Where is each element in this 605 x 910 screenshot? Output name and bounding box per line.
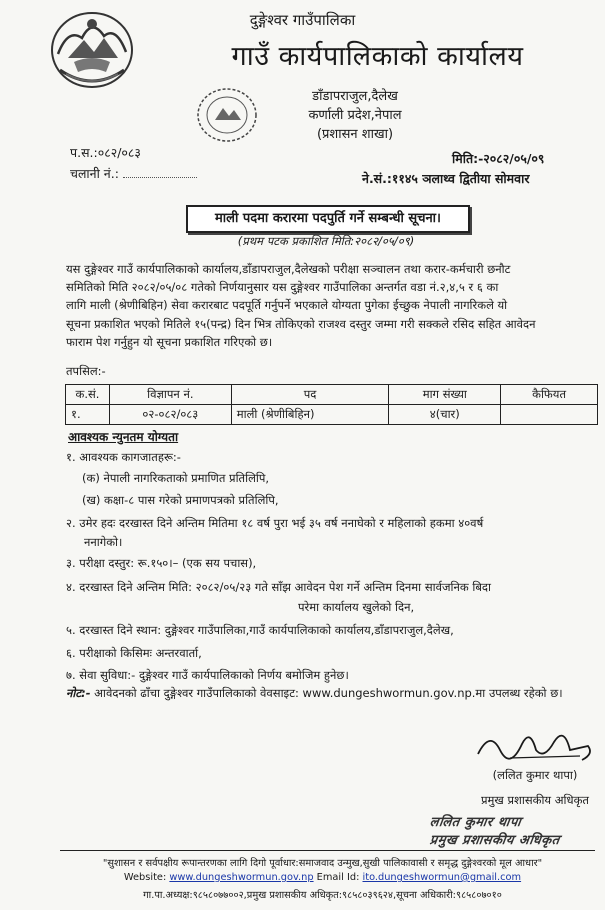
office-seal-icon: [196, 86, 258, 144]
address-line: डाँडापराजुल,दैलेख: [312, 89, 398, 104]
email-link[interactable]: ito.dungeshwormun@gmail.com: [362, 872, 522, 883]
body-line: लागि माली (श्रेणीबिहिन) सेवा करारबाट पदपूर्ति गर्नुपर्ने भएकाले योग्यता पुगेका ईच्छुक नेपाली नागरिकले यो: [66, 298, 508, 313]
cell-post: माली (श्रेणीबिहिन): [231, 405, 389, 425]
col-header-demand: माग संख्या: [389, 385, 501, 405]
requirement-item: ६. परीक्षाको किसिमः अन्तरवार्ता,: [66, 646, 202, 660]
body-line: यस दुङ्गेश्वर गाउँ कार्यपालिकाको कार्यालय,डाँडापराजुल,दैलेखको परीक्षा सञ्चालन तथा करार-कर्मचारी छनौट: [66, 262, 511, 276]
requirements-title: आवश्यक न्युनतम योग्यता: [68, 430, 179, 444]
email-label: Email Id:: [313, 872, 363, 883]
note-text: आवेदनको ढाँचा दुङ्गेश्वर गाउँपालिकाको वेवसाइट: www.dungeshwormun.gov.np.मा उपलब्ध रहेको छ।: [90, 686, 563, 700]
footer-contact: [40, 872, 605, 883]
stamp-title: प्रमुख प्रशासकीय अधिकृत: [428, 833, 561, 848]
footer-phones: गा.पा.अध्यक्ष:९८५८०७७००२,प्रमुख प्रशासकीय अधिकृत:९८५८०३९६२४,सूचना अधिकारी:९८५८०७०१०: [143, 890, 502, 901]
requirement-item: परेमा कार्यालय खुलेको दिन,: [298, 600, 415, 614]
requirement-item: २. उमेर हदः दरखास्त दिने अन्तिम मितिमा १८ वर्ष पुरा भई ३५ वर्ष ननाघेको र महिलाको हकमा ४०वर्ष: [66, 516, 484, 530]
chalani-blank: [123, 176, 197, 178]
website-label: Website:: [123, 872, 170, 883]
body-line: फाराम पेश गर्नुहुन यो सूचना प्रकाशित गरिएको छ।: [66, 334, 273, 349]
cell-sn: १.: [66, 405, 110, 425]
signatory-title: प्रमुख प्रशासकीय अधिकृत: [481, 793, 589, 807]
requirement-item: ननागेको।: [84, 535, 123, 549]
chalani-number: [70, 165, 197, 182]
col-header-remarks: कैफियत: [501, 385, 598, 405]
footer-motto: "सुशासन र सर्वपक्षीय रूपान्तरणका लागि दिगो पूर्वाधार:समाजवाद उन्मुख,सुखी पालिकावासी र समृद्ध दुङ्गेश्वरको मूल आधार": [102, 858, 543, 869]
notice-subtitle: (प्रथम पटक प्रकाशित मिति:२०८२/०५/०९): [237, 234, 415, 248]
requirement-item: (क) नेपाली नागरिकताको प्रमाणित प्रतिलिपि,: [82, 471, 270, 485]
issue-date: मिति:-२०८२/०५/०९: [452, 151, 545, 166]
col-header-post: पद: [231, 385, 389, 405]
cell-ad-no: ०२-०८२/०८३: [109, 405, 231, 425]
requirement-item: १. आवश्यक कागजातहरू:-: [66, 450, 181, 464]
notice-body: [66, 260, 588, 351]
section-name: (प्रशासन शाखा): [316, 127, 394, 142]
requirement-item: ५. दरखास्त दिने स्थान: दुङ्गेश्वर गाउँपालिका,गाउँ कार्यपालिकाको कार्यालय,डाँडापराजुल,दैलेख,: [66, 623, 454, 637]
website-link[interactable]: www.dungeshwormun.gov.np: [169, 872, 314, 883]
cell-remarks: [501, 405, 598, 425]
note-label: नोट:-: [66, 686, 91, 700]
col-header-sn: क.सं.: [66, 385, 110, 405]
cell-demand: ४(चार): [389, 405, 501, 425]
address-line: कर्णाली प्रदेश,नेपाल: [308, 108, 402, 123]
requirement-item: ४. दरखास्त दिने अन्तिम मिति: २०८२/०५/२३ गते साँझ आवेदन पेश गर्ने अन्तिम दिनमा सार्वजनिक बिदा: [66, 580, 491, 594]
signatory-name: (ललित कुमार थापा): [492, 768, 578, 782]
table-row: [66, 405, 598, 425]
municipality-name: दुङ्गेश्वर गाउँपालिका: [249, 11, 356, 29]
chalani-label: चलानी नं.:: [70, 166, 119, 181]
office-name: गाउँ कार्यपालिकाको कार्यालय: [231, 41, 524, 72]
table-header-row: [66, 385, 598, 405]
requirement-item: ७. सेवा सुविधा:- दुङ्गेश्वर गाउँ कार्यपालिकाको निर्णय बमोजिम हुनेछ।: [66, 668, 349, 682]
stamp-name: ललित कुमार थापा: [428, 815, 523, 830]
body-line: समितिको मिति २०८२/०५/०८ गतेको निर्णयानुसार यस दुङ्गेश्वर गाउँपालिका अन्तर्गत वडा नं.२,४,५ र ६ का: [66, 280, 499, 295]
ps-number: प.स.:०८२/०८३: [70, 145, 141, 160]
signature-icon: [470, 720, 600, 768]
footer-divider: [60, 850, 595, 851]
body-line: सूचना प्रकाशित भएको मितिले १५(पन्द्र) दिन भित्र तोकिएको राजश्व दस्तुर जम्मा गरी सक्कले रसिद सहित आवेदन: [66, 316, 536, 331]
posts-table: [65, 384, 598, 425]
nepal-sambat-date: ने.सं.:११४५ ञलाथ्व द्वितीया सोमवार: [362, 171, 530, 186]
col-header-ad-no: विज्ञापन नं.: [109, 385, 231, 405]
requirement-item: (ख) कक्षा-८ पास गरेको प्रमाणपत्रको प्रतिलिपि,: [82, 493, 279, 507]
website-note: [66, 686, 563, 701]
table-intro: तपसिल:-: [66, 364, 106, 378]
requirement-item: ३. परीक्षा दस्तुर: रू.१५०।– (एक सय पचास),: [66, 556, 257, 570]
notice-title: माली पदमा करारमा पदपुर्ति गर्ने सम्बन्धी सूचना।: [186, 205, 470, 233]
